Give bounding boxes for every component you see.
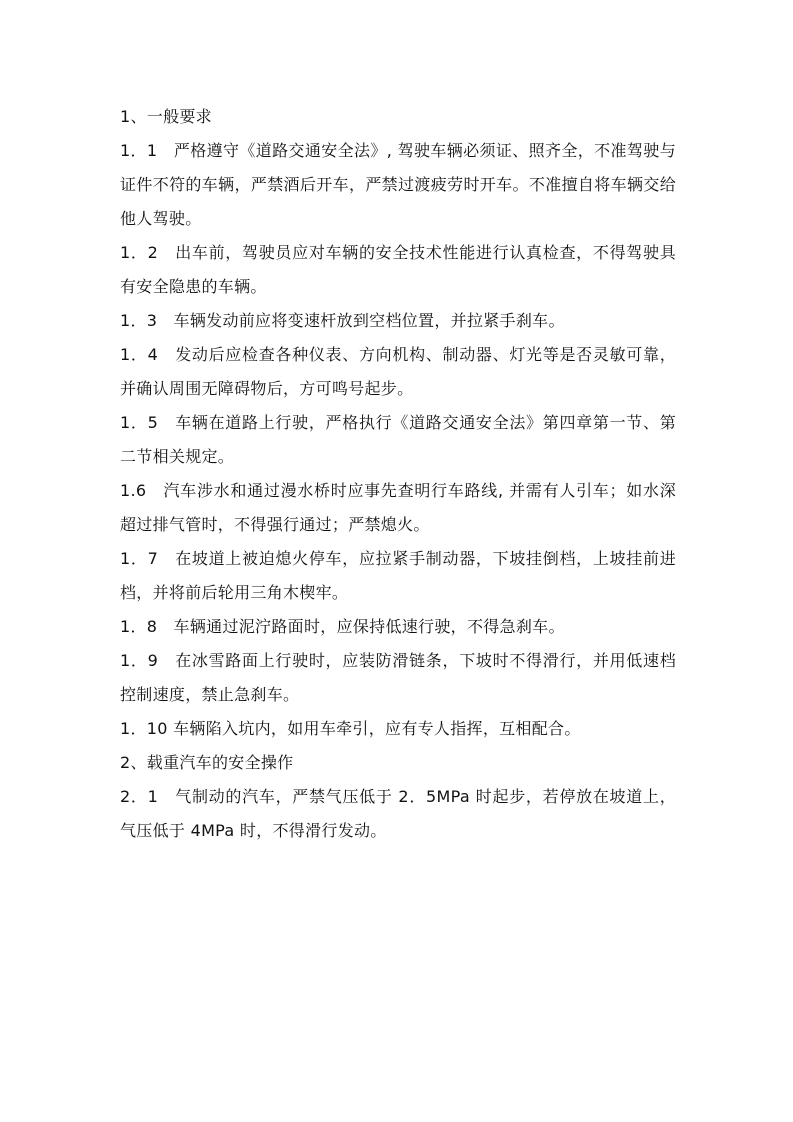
paragraph-1-10: 1．10 车辆陷入坑内，如用车牵引，应有专人指挥，互相配合。: [120, 719, 581, 738]
paragraph-1-5: 1．5 车辆在道路上行驶，严格执行《道路交通安全法》第四章第一节、第二节相关规定。: [120, 413, 676, 466]
paragraph-1-6: 1.6 汽车涉水和通过漫水桥时应事先查明行车路线, 并需有人引车；如水深超过排气管时，不得强行通过；严禁熄火。: [120, 481, 676, 534]
paragraph-1-7: 1．7 在坡道上被迫熄火停车，应拉紧手制动器，下坡挂倒档，上坡挂前进档，并将前后轮用三角木楔牢。: [120, 549, 676, 602]
document-body: [120, 100, 676, 848]
section-heading-1: 1、一般要求: [120, 107, 212, 126]
paragraph-2-1: 2．1 气制动的汽车，严禁气压低于 2．5MPa 时起步，若停放在坡道上，气压低于 4MPa 时，不得滑行发动。: [120, 787, 676, 840]
paragraph-1-9: 1．9 在冰雪路面上行驶时，应装防滑链条，下坡时不得滑行，并用低速档控制速度，禁止急刹车。: [120, 651, 676, 704]
paragraph-1-4: 1．4 发动后应检查各种仪表、方向机构、制动器、灯光等是否灵敏可靠，并确认周围无障碍物后，方可鸣号起步。: [120, 345, 676, 398]
section-heading-2: 2、载重汽车的安全操作: [120, 753, 294, 772]
paragraph-1-1: 1．1 严格遵守《道路交通安全法》, 驾驶车辆必须证、照齐全，不准驾驶与证件不符的车辆，严禁酒后开车，严禁过渡疲劳时开车。不准擅自将车辆交给他人驾驶。: [120, 141, 676, 228]
paragraph-1-8: 1．8 车辆通过泥泞路面时，应保持低速行驶，不得急刹车。: [120, 617, 565, 636]
paragraph-1-3: 1．3 车辆发动前应将变速杆放到空档位置，并拉紧手刹车。: [120, 311, 565, 330]
paragraph-1-2: 1．2 出车前，驾驶员应对车辆的安全技术性能进行认真检查，不得驾驶具有安全隐患的车辆。: [120, 243, 676, 296]
